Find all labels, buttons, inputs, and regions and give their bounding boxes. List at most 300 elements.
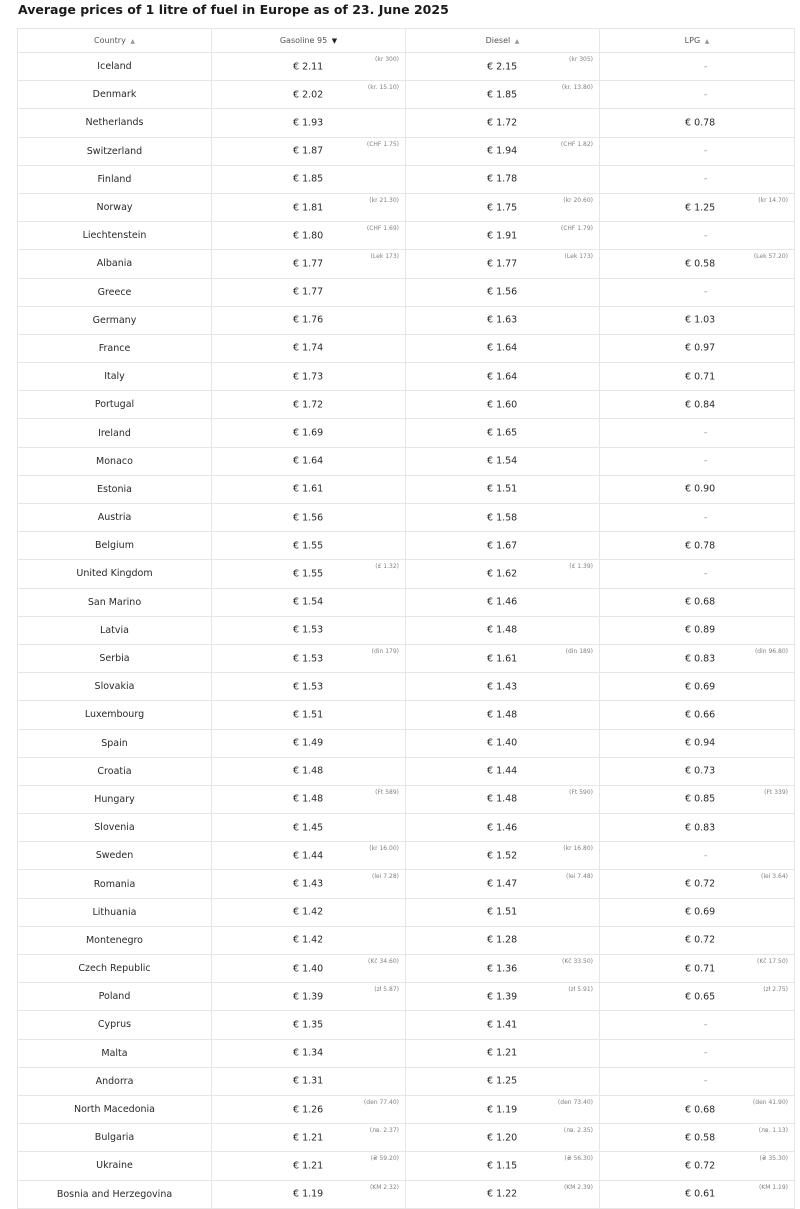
gasoline-cell bbox=[212, 560, 406, 588]
table-row bbox=[18, 504, 795, 532]
gasoline-price: € 1.51 bbox=[293, 709, 324, 721]
diesel-price: € 1.52 bbox=[487, 850, 518, 862]
diesel-cell bbox=[406, 560, 600, 588]
country-cell: Finland bbox=[18, 165, 212, 193]
diesel-price: € 1.62 bbox=[487, 568, 518, 580]
diesel-price: € 1.28 bbox=[487, 934, 518, 946]
table-header-row bbox=[18, 29, 795, 53]
table-row bbox=[18, 673, 795, 701]
lpg-cell bbox=[600, 306, 795, 334]
gasoline-cell bbox=[212, 673, 406, 701]
lpg-unavailable: - bbox=[704, 89, 708, 100]
lpg-local-price: (Lek 57.20) bbox=[753, 253, 788, 261]
gasoline-price: € 1.61 bbox=[293, 483, 324, 495]
page-title: Average prices of 1 litre of fuel in Europe as of 23. June 2025 bbox=[18, 2, 449, 17]
gasoline-local-price: (CHF 1.75) bbox=[366, 140, 399, 148]
table-row bbox=[18, 785, 795, 813]
gasoline-cell bbox=[212, 222, 406, 250]
lpg-unavailable: - bbox=[704, 1076, 708, 1087]
gasoline-cell bbox=[212, 334, 406, 362]
gasoline-price: € 1.21 bbox=[293, 1132, 324, 1144]
lpg-unavailable: - bbox=[704, 1019, 708, 1030]
gasoline-cell bbox=[212, 1124, 406, 1152]
table-row bbox=[18, 165, 795, 193]
diesel-price: € 1.65 bbox=[487, 427, 518, 439]
fuel-price-table-container bbox=[17, 28, 794, 1209]
lpg-cell bbox=[600, 475, 795, 503]
table-row bbox=[18, 1039, 795, 1067]
lpg-cell bbox=[600, 814, 795, 842]
gasoline-price: € 1.48 bbox=[293, 765, 324, 777]
diesel-local-price: (Kč 33.50) bbox=[562, 958, 593, 965]
gasoline-cell bbox=[212, 644, 406, 672]
column-header-lpg[interactable] bbox=[600, 29, 795, 53]
gasoline-cell bbox=[212, 785, 406, 813]
lpg-price: € 0.65 bbox=[685, 991, 716, 1003]
gasoline-local-price: (kr. 15.10) bbox=[367, 84, 399, 92]
lpg-unavailable: - bbox=[704, 428, 708, 439]
lpg-unavailable: - bbox=[704, 456, 708, 467]
diesel-cell bbox=[406, 1011, 600, 1039]
lpg-local-price: (KM 1.19) bbox=[758, 1183, 788, 1191]
country-cell: Germany bbox=[18, 306, 212, 334]
lpg-cell bbox=[600, 363, 795, 391]
column-header-gasoline[interactable] bbox=[212, 29, 406, 53]
gasoline-price: € 1.35 bbox=[293, 1019, 324, 1031]
diesel-local-price: (£ 1.39) bbox=[569, 563, 593, 571]
diesel-local-price: (kr 305) bbox=[569, 56, 593, 63]
lpg-unavailable: - bbox=[704, 1048, 708, 1059]
table-row bbox=[18, 926, 795, 954]
gasoline-cell bbox=[212, 926, 406, 954]
table-row bbox=[18, 193, 795, 221]
diesel-price: € 1.20 bbox=[487, 1132, 518, 1144]
lpg-price: € 0.71 bbox=[685, 371, 716, 383]
table-row bbox=[18, 1152, 795, 1180]
diesel-price: € 2.15 bbox=[487, 61, 518, 73]
gasoline-local-price: (Ft 589) bbox=[375, 788, 399, 796]
diesel-cell bbox=[406, 1124, 600, 1152]
gasoline-cell bbox=[212, 1039, 406, 1067]
gasoline-cell bbox=[212, 588, 406, 616]
diesel-local-price: (CHF 1.79) bbox=[560, 225, 593, 233]
diesel-cell bbox=[406, 673, 600, 701]
country-cell: San Marino bbox=[18, 588, 212, 616]
diesel-price: € 1.19 bbox=[487, 1104, 518, 1116]
lpg-cell bbox=[600, 1039, 795, 1067]
gasoline-price: € 1.39 bbox=[293, 991, 324, 1003]
gasoline-local-price: (CHF 1.69) bbox=[366, 225, 399, 233]
table-row bbox=[18, 616, 795, 644]
diesel-price: € 1.44 bbox=[487, 765, 518, 777]
diesel-price: € 1.58 bbox=[487, 512, 518, 524]
gasoline-cell bbox=[212, 1180, 406, 1208]
gasoline-price: € 1.56 bbox=[293, 512, 324, 524]
diesel-price: € 1.51 bbox=[487, 906, 518, 918]
sort-ascending-icon: ▲ bbox=[514, 38, 520, 45]
diesel-cell bbox=[406, 616, 600, 644]
lpg-unavailable: - bbox=[704, 287, 708, 298]
gasoline-local-price: (Kč 34.60) bbox=[368, 958, 399, 965]
gasoline-local-price: (₴ 59.20) bbox=[370, 1155, 399, 1163]
gasoline-cell bbox=[212, 278, 406, 306]
diesel-local-price: (лв. 2.35) bbox=[563, 1127, 593, 1135]
diesel-price: € 1.94 bbox=[487, 145, 518, 157]
lpg-cell bbox=[600, 419, 795, 447]
gasoline-cell bbox=[212, 983, 406, 1011]
lpg-cell bbox=[600, 560, 795, 588]
gasoline-cell bbox=[212, 616, 406, 644]
diesel-local-price: (zł 5.91) bbox=[568, 986, 593, 994]
diesel-price: € 1.48 bbox=[487, 709, 518, 721]
gasoline-cell bbox=[212, 870, 406, 898]
gasoline-price: € 1.54 bbox=[293, 596, 324, 608]
lpg-local-price: (Kč 17.50) bbox=[757, 958, 788, 965]
gasoline-price: € 2.11 bbox=[293, 61, 324, 73]
country-cell: Czech Republic bbox=[18, 955, 212, 983]
table-row bbox=[18, 1180, 795, 1208]
lpg-cell bbox=[600, 278, 795, 306]
gasoline-price: € 1.26 bbox=[293, 1104, 324, 1116]
diesel-price: € 1.43 bbox=[487, 681, 518, 693]
lpg-cell bbox=[600, 1095, 795, 1123]
table-row bbox=[18, 391, 795, 419]
country-cell: Slovenia bbox=[18, 814, 212, 842]
gasoline-price: € 1.42 bbox=[293, 906, 324, 918]
lpg-cell bbox=[600, 109, 795, 137]
lpg-price: € 0.97 bbox=[685, 342, 716, 354]
country-cell: France bbox=[18, 334, 212, 362]
column-header-diesel[interactable] bbox=[406, 29, 600, 53]
diesel-price: € 1.47 bbox=[487, 878, 518, 890]
gasoline-cell bbox=[212, 81, 406, 109]
lpg-cell bbox=[600, 532, 795, 560]
table-row bbox=[18, 278, 795, 306]
diesel-cell bbox=[406, 391, 600, 419]
gasoline-price: € 1.40 bbox=[293, 963, 324, 975]
table-row bbox=[18, 560, 795, 588]
diesel-local-price: (Ft 590) bbox=[569, 788, 593, 796]
lpg-cell bbox=[600, 1180, 795, 1208]
country-cell: North Macedonia bbox=[18, 1095, 212, 1123]
lpg-unavailable: - bbox=[704, 568, 708, 579]
country-cell: Netherlands bbox=[18, 109, 212, 137]
table-row bbox=[18, 1067, 795, 1095]
table-row bbox=[18, 701, 795, 729]
country-cell: Switzerland bbox=[18, 137, 212, 165]
gasoline-price: € 1.34 bbox=[293, 1047, 324, 1059]
fuel-price-table bbox=[17, 28, 795, 1209]
gasoline-price: € 1.74 bbox=[293, 342, 324, 354]
diesel-cell bbox=[406, 644, 600, 672]
lpg-local-price: (Ft 339) bbox=[764, 788, 788, 796]
gasoline-local-price: (KM 2.32) bbox=[369, 1183, 399, 1191]
lpg-price: € 0.85 bbox=[685, 793, 716, 805]
diesel-cell bbox=[406, 1095, 600, 1123]
gasoline-cell bbox=[212, 391, 406, 419]
lpg-local-price: (den 41.90) bbox=[752, 1098, 788, 1106]
country-cell: Luxembourg bbox=[18, 701, 212, 729]
diesel-price: € 1.25 bbox=[487, 1075, 518, 1087]
lpg-cell bbox=[600, 250, 795, 278]
diesel-cell bbox=[406, 729, 600, 757]
diesel-cell bbox=[406, 250, 600, 278]
lpg-price: € 0.90 bbox=[685, 483, 716, 495]
gasoline-price: € 1.42 bbox=[293, 934, 324, 946]
country-cell: Serbia bbox=[18, 644, 212, 672]
gasoline-price: € 1.55 bbox=[293, 568, 324, 580]
gasoline-local-price: (лв. 2.37) bbox=[369, 1127, 399, 1135]
lpg-price: € 0.83 bbox=[685, 822, 716, 834]
table-row bbox=[18, 1124, 795, 1152]
lpg-unavailable: - bbox=[704, 850, 708, 861]
gasoline-price: € 1.93 bbox=[293, 117, 324, 129]
country-cell: Montenegro bbox=[18, 926, 212, 954]
column-header-label: Gasoline 95 bbox=[279, 36, 328, 45]
gasoline-cell bbox=[212, 193, 406, 221]
gasoline-price: € 1.53 bbox=[293, 624, 324, 636]
gasoline-price: € 1.72 bbox=[293, 399, 324, 411]
diesel-local-price: (kr 20.60) bbox=[563, 196, 593, 204]
column-header-country[interactable] bbox=[18, 29, 212, 53]
diesel-cell bbox=[406, 137, 600, 165]
table-row bbox=[18, 955, 795, 983]
gasoline-local-price: (din 179) bbox=[371, 647, 399, 655]
diesel-cell bbox=[406, 1067, 600, 1095]
lpg-price: € 0.66 bbox=[685, 709, 716, 721]
diesel-cell bbox=[406, 870, 600, 898]
country-cell: United Kingdom bbox=[18, 560, 212, 588]
table-row bbox=[18, 306, 795, 334]
table-row bbox=[18, 1095, 795, 1123]
country-cell: Andorra bbox=[18, 1067, 212, 1095]
table-row bbox=[18, 109, 795, 137]
lpg-price: € 0.73 bbox=[685, 765, 716, 777]
lpg-price: € 0.68 bbox=[685, 1104, 716, 1116]
gasoline-price: € 1.19 bbox=[293, 1188, 324, 1200]
table-row bbox=[18, 363, 795, 391]
lpg-cell bbox=[600, 137, 795, 165]
lpg-price: € 1.25 bbox=[685, 202, 716, 214]
gasoline-cell bbox=[212, 137, 406, 165]
country-cell: Norway bbox=[18, 193, 212, 221]
lpg-cell bbox=[600, 1152, 795, 1180]
lpg-unavailable: - bbox=[704, 230, 708, 241]
diesel-cell bbox=[406, 983, 600, 1011]
gasoline-price: € 1.77 bbox=[293, 258, 324, 270]
gasoline-cell bbox=[212, 1095, 406, 1123]
gasoline-price: € 1.21 bbox=[293, 1160, 324, 1172]
gasoline-price: € 1.64 bbox=[293, 455, 324, 467]
lpg-price: € 1.03 bbox=[685, 314, 716, 326]
lpg-cell bbox=[600, 757, 795, 785]
country-cell: Belgium bbox=[18, 532, 212, 560]
gasoline-cell bbox=[212, 250, 406, 278]
diesel-price: € 1.41 bbox=[487, 1019, 518, 1031]
diesel-price: € 1.21 bbox=[487, 1047, 518, 1059]
gasoline-price: € 1.80 bbox=[293, 230, 324, 242]
diesel-cell bbox=[406, 165, 600, 193]
lpg-cell bbox=[600, 729, 795, 757]
diesel-price: € 1.48 bbox=[487, 624, 518, 636]
country-cell: Italy bbox=[18, 363, 212, 391]
gasoline-cell bbox=[212, 729, 406, 757]
gasoline-local-price: (den 77.40) bbox=[363, 1098, 399, 1106]
gasoline-cell bbox=[212, 1152, 406, 1180]
lpg-local-price: (лв. 1.13) bbox=[758, 1127, 788, 1135]
lpg-cell bbox=[600, 447, 795, 475]
lpg-price: € 0.83 bbox=[685, 653, 716, 665]
diesel-price: € 1.78 bbox=[487, 173, 518, 185]
table-row bbox=[18, 419, 795, 447]
table-row bbox=[18, 137, 795, 165]
gasoline-price: € 1.49 bbox=[293, 737, 324, 749]
lpg-cell bbox=[600, 983, 795, 1011]
gasoline-cell bbox=[212, 1067, 406, 1095]
table-row bbox=[18, 729, 795, 757]
lpg-price: € 0.72 bbox=[685, 1160, 716, 1172]
lpg-cell bbox=[600, 1067, 795, 1095]
diesel-price: € 1.67 bbox=[487, 540, 518, 552]
gasoline-cell bbox=[212, 306, 406, 334]
country-cell: Albania bbox=[18, 250, 212, 278]
diesel-local-price: (kr 16.80) bbox=[563, 845, 593, 853]
diesel-price: € 1.46 bbox=[487, 596, 518, 608]
country-cell: Portugal bbox=[18, 391, 212, 419]
table-row bbox=[18, 447, 795, 475]
diesel-cell bbox=[406, 193, 600, 221]
lpg-local-price: (din 96.80) bbox=[754, 647, 788, 655]
table-row bbox=[18, 475, 795, 503]
lpg-cell bbox=[600, 222, 795, 250]
gasoline-price: € 1.73 bbox=[293, 371, 324, 383]
table-row bbox=[18, 532, 795, 560]
country-cell: Slovakia bbox=[18, 673, 212, 701]
gasoline-local-price: (lei 7.28) bbox=[372, 873, 399, 881]
country-cell: Croatia bbox=[18, 757, 212, 785]
gasoline-price: € 1.87 bbox=[293, 145, 324, 157]
gasoline-price: € 1.76 bbox=[293, 314, 324, 326]
lpg-cell bbox=[600, 504, 795, 532]
gasoline-price: € 1.48 bbox=[293, 793, 324, 805]
lpg-cell bbox=[600, 193, 795, 221]
country-cell: Ireland bbox=[18, 419, 212, 447]
gasoline-cell bbox=[212, 532, 406, 560]
country-cell: Romania bbox=[18, 870, 212, 898]
gasoline-cell bbox=[212, 1011, 406, 1039]
diesel-cell bbox=[406, 532, 600, 560]
gasoline-cell bbox=[212, 955, 406, 983]
country-cell: Iceland bbox=[18, 53, 212, 81]
diesel-local-price: (lei 7.48) bbox=[566, 873, 593, 881]
diesel-price: € 1.51 bbox=[487, 483, 518, 495]
lpg-cell bbox=[600, 334, 795, 362]
lpg-unavailable: - bbox=[704, 512, 708, 523]
diesel-cell bbox=[406, 109, 600, 137]
lpg-price: € 0.71 bbox=[685, 963, 716, 975]
diesel-price: € 1.77 bbox=[487, 258, 518, 270]
country-cell: Poland bbox=[18, 983, 212, 1011]
lpg-cell bbox=[600, 701, 795, 729]
lpg-cell bbox=[600, 53, 795, 81]
table-row bbox=[18, 983, 795, 1011]
diesel-local-price: (KM 2.39) bbox=[563, 1183, 593, 1191]
lpg-price: € 0.89 bbox=[685, 624, 716, 636]
lpg-local-price: (₴ 35.30) bbox=[759, 1155, 788, 1163]
lpg-price: € 0.58 bbox=[685, 1132, 716, 1144]
diesel-price: € 1.56 bbox=[487, 286, 518, 298]
table-row bbox=[18, 814, 795, 842]
diesel-local-price: (CHF 1.82) bbox=[560, 140, 593, 148]
gasoline-cell bbox=[212, 814, 406, 842]
diesel-cell bbox=[406, 1039, 600, 1067]
table-row bbox=[18, 757, 795, 785]
diesel-price: € 1.61 bbox=[487, 653, 518, 665]
country-cell: Denmark bbox=[18, 81, 212, 109]
diesel-cell bbox=[406, 926, 600, 954]
table-row bbox=[18, 222, 795, 250]
diesel-price: € 1.64 bbox=[487, 342, 518, 354]
diesel-cell bbox=[406, 1180, 600, 1208]
diesel-cell bbox=[406, 475, 600, 503]
lpg-price: € 0.69 bbox=[685, 906, 716, 918]
diesel-cell bbox=[406, 334, 600, 362]
gasoline-local-price: (£ 1.32) bbox=[375, 563, 399, 571]
gasoline-local-price: (kr 21.30) bbox=[369, 196, 399, 204]
country-cell: Monaco bbox=[18, 447, 212, 475]
country-cell: Greece bbox=[18, 278, 212, 306]
lpg-cell bbox=[600, 955, 795, 983]
diesel-local-price: (din 189) bbox=[565, 647, 593, 655]
diesel-cell bbox=[406, 419, 600, 447]
gasoline-price: € 1.53 bbox=[293, 681, 324, 693]
country-cell: Estonia bbox=[18, 475, 212, 503]
country-cell: Lithuania bbox=[18, 898, 212, 926]
diesel-price: € 1.40 bbox=[487, 737, 518, 749]
lpg-unavailable: - bbox=[704, 61, 708, 72]
gasoline-cell bbox=[212, 363, 406, 391]
gasoline-cell bbox=[212, 447, 406, 475]
table-row bbox=[18, 250, 795, 278]
diesel-cell bbox=[406, 814, 600, 842]
country-cell: Sweden bbox=[18, 842, 212, 870]
diesel-cell bbox=[406, 588, 600, 616]
gasoline-cell bbox=[212, 165, 406, 193]
diesel-cell bbox=[406, 447, 600, 475]
diesel-price: € 1.85 bbox=[487, 89, 518, 101]
diesel-cell bbox=[406, 222, 600, 250]
country-cell: Cyprus bbox=[18, 1011, 212, 1039]
lpg-price: € 0.58 bbox=[685, 258, 716, 270]
table-row bbox=[18, 81, 795, 109]
gasoline-cell bbox=[212, 842, 406, 870]
lpg-cell bbox=[600, 644, 795, 672]
lpg-price: € 0.68 bbox=[685, 596, 716, 608]
diesel-price: € 1.22 bbox=[487, 1188, 518, 1200]
diesel-cell bbox=[406, 1152, 600, 1180]
lpg-cell bbox=[600, 673, 795, 701]
diesel-local-price: (kr. 13.80) bbox=[561, 84, 593, 92]
diesel-cell bbox=[406, 53, 600, 81]
lpg-price: € 0.94 bbox=[685, 737, 716, 749]
lpg-cell bbox=[600, 898, 795, 926]
diesel-cell bbox=[406, 504, 600, 532]
diesel-price: € 1.91 bbox=[487, 230, 518, 242]
lpg-cell bbox=[600, 81, 795, 109]
lpg-cell bbox=[600, 616, 795, 644]
diesel-price: € 1.64 bbox=[487, 371, 518, 383]
lpg-local-price: (lei 3.64) bbox=[761, 873, 788, 881]
